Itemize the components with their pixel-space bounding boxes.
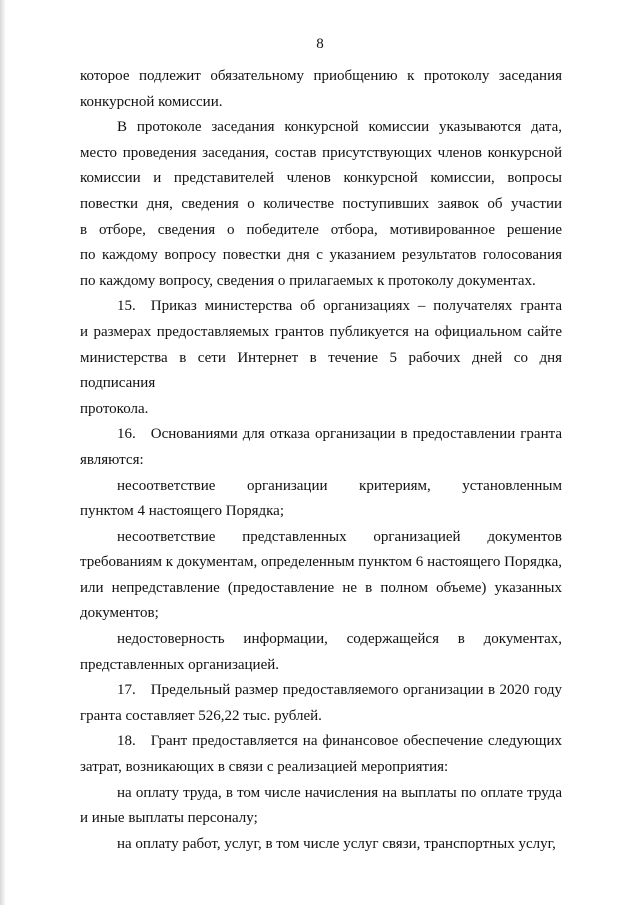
page-number: 8 <box>316 36 324 52</box>
paragraph-11-line-1: на оплату работ, услуг, в том числе услуг связи, транспортных услуг, <box>117 835 556 852</box>
paragraph-9-line-2: затрат, возникающих в связи с реализацией мероприятия: <box>80 759 449 776</box>
paragraph-3-line-4: протокола. <box>80 400 149 417</box>
paragraph-2-line-3: комиссии и представителей членов конкурсной комиссии, вопросы <box>80 170 562 187</box>
paragraph-2-line-7: по каждому вопросу, сведения о прилагаемых к протоколу документах. <box>80 272 536 289</box>
paragraph-3-line-2: и размерах предоставляемых грантов публикуется на официальном сайте <box>80 323 562 340</box>
paragraph-2-line-6: по каждому вопросу повестки дня с указанием результатов голосования <box>80 247 562 264</box>
document-body <box>80 64 562 857</box>
paragraph-10-line-1: на оплату труда, в том числе начисления на выплаты по оплате труда <box>117 784 562 801</box>
page-edge-shadow <box>0 0 6 905</box>
paragraph-2-line-4: повестки дня, сведения о количестве поступивших заявок об участии <box>80 195 562 212</box>
paragraph-1-line-2: конкурсной комиссии. <box>80 93 223 110</box>
paragraph-2-line-2: место проведения заседания, состав присутствующих членов конкурсной <box>80 144 562 161</box>
paragraph-8-line-2: гранта составляет 526,22 тыс. рублей. <box>80 707 322 724</box>
paragraph-3-line-1: 15. Приказ министерства об организациях – получателях гранта <box>117 298 562 315</box>
paragraph-7-line-1: недостоверность информации, содержащейся в документах, <box>117 631 562 648</box>
paragraph-6-line-3: или непредставление (предоставление не в полном объеме) указанных <box>80 579 562 596</box>
paragraph-6-line-2: требованиям к документам, определенным пунктом 6 настоящего Порядка, <box>80 554 562 571</box>
paragraph-10-line-2: и иные выплаты персоналу; <box>80 810 258 827</box>
paragraph-1-line-1: которое подлежит обязательному приобщению к протоколу заседания <box>80 68 562 84</box>
paragraph-5-line-2: пунктом 4 настоящего Порядка; <box>80 503 285 520</box>
paragraph-5-line-1: несоответствие организации критериям, установленным <box>117 477 562 494</box>
paragraph-6-line-1: несоответствие представленных организацией документов <box>117 528 562 545</box>
paragraph-7-line-2: представленных организацией. <box>80 656 280 673</box>
paragraph-2-line-5: в отборе, сведения о победителе отбора, мотивированное решение <box>80 221 562 238</box>
paragraph-3-line-3: министерства в сети Интернет в течение 5 рабочих дней со дня подписания <box>80 349 562 392</box>
paragraph-9-line-1: 18. Грант предоставляется на финансовое обеспечение следующих <box>117 733 562 750</box>
paragraph-6-line-4: документов; <box>80 605 159 622</box>
paragraph-2-line-1: В протоколе заседания конкурсной комиссии указываются дата, <box>117 119 562 136</box>
paragraph-4-line-2: являются: <box>80 451 144 468</box>
paragraph-4-line-1: 16. Основаниями для отказа организации в предоставлении гранта <box>117 426 562 443</box>
paragraph-8-line-1: 17. Предельный размер предоставляемого организации в 2020 году <box>117 682 562 699</box>
